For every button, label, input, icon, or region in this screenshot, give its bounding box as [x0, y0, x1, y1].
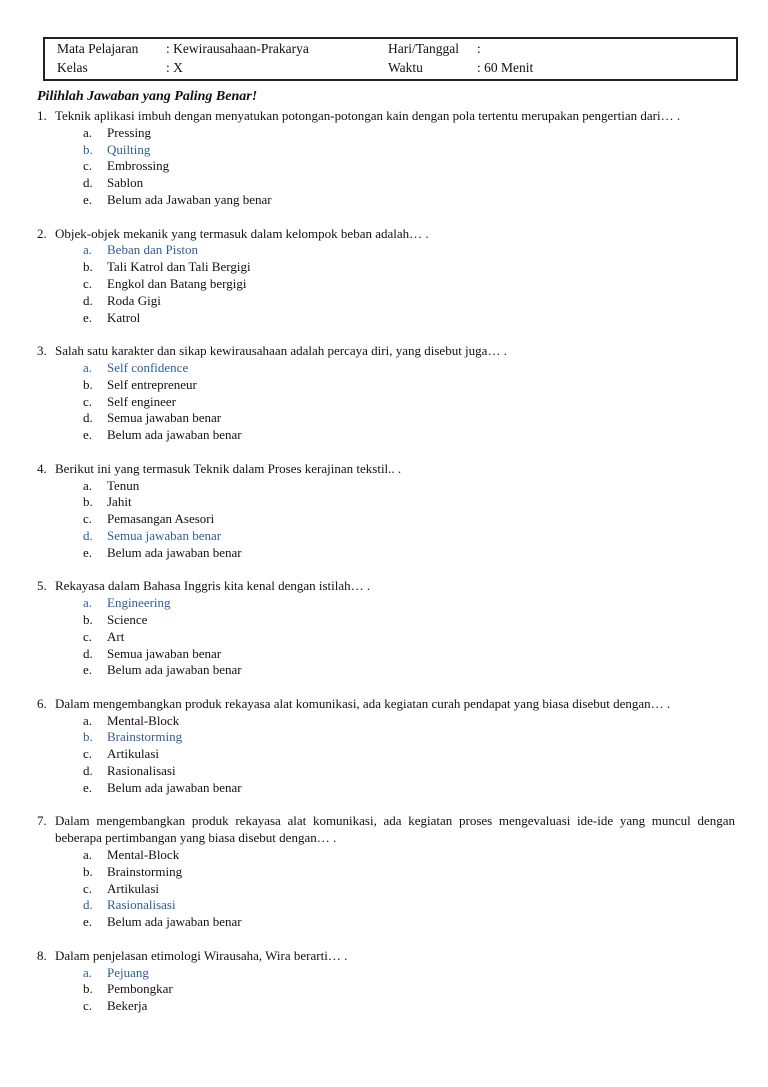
question-text: Dalam mengembangkan produk rekayasa alat komunikasi, ada kegiatan curah pendapat yang biasa disebut dengan… . [55, 695, 671, 711]
option-letter: b. [83, 729, 93, 745]
class-label: Kelas [57, 60, 88, 75]
option-letter: c. [83, 880, 93, 896]
answer-options [37, 125, 735, 209]
answer-option [37, 780, 735, 797]
question-stem [37, 948, 735, 965]
class-value: : X [166, 60, 183, 75]
question-stem [37, 226, 735, 243]
option-text: Mental-Block [107, 847, 180, 863]
question-item [37, 226, 735, 327]
answer-option [37, 494, 735, 511]
answer-option [37, 175, 735, 192]
option-text: Pembongkar [107, 981, 173, 997]
answer-option [37, 998, 735, 1015]
option-text: Bekerja [107, 998, 148, 1014]
answer-option [37, 897, 735, 914]
time-value: : 60 Menit [477, 60, 534, 75]
answer-options [37, 847, 735, 931]
option-text: Belum ada jawaban benar [107, 779, 242, 795]
option-letter: a. [83, 712, 93, 728]
question-item [37, 948, 735, 1015]
option-text: Artikulasi [107, 880, 159, 896]
answer-option [37, 259, 735, 276]
option-letter: c. [83, 628, 93, 644]
option-letter: c. [83, 998, 93, 1014]
question-item [37, 108, 735, 209]
option-text: Self engineer [107, 393, 176, 409]
answer-option [37, 746, 735, 763]
question-list [37, 108, 735, 1032]
answer-option [37, 394, 735, 411]
option-letter: e. [83, 544, 93, 560]
option-letter: e. [83, 914, 93, 930]
answer-options [37, 713, 735, 797]
option-text: Tenun [107, 477, 140, 493]
option-letter: e. [83, 662, 93, 678]
answer-option [37, 981, 735, 998]
option-letter: c. [83, 275, 93, 291]
option-text: Pejuang [107, 964, 149, 980]
option-letter: b. [83, 259, 93, 275]
option-text: Self confidence [107, 359, 189, 375]
option-text: Belum ada jawaban benar [107, 662, 242, 678]
option-letter: b. [83, 141, 93, 157]
option-text: Beban dan Piston [107, 242, 198, 258]
answer-option [37, 847, 735, 864]
answer-option [37, 377, 735, 394]
option-text: Belum ada jawaban benar [107, 544, 242, 560]
question-text: Berikut ini yang termasuk Teknik dalam Proses kerajinan tekstil.. . [55, 460, 402, 476]
answer-option [37, 595, 735, 612]
option-letter: d. [83, 175, 93, 191]
time-label: Waktu [388, 60, 423, 75]
option-letter: d. [83, 645, 93, 661]
option-text: Semua jawaban benar [107, 645, 222, 661]
question-stem [37, 813, 735, 847]
question-number: 7. [37, 813, 47, 829]
option-letter: b. [83, 494, 93, 510]
question-text: Salah satu karakter dan sikap kewirausahaan adalah percaya diri, yang disebut juga… . [55, 343, 507, 359]
question-number: 6. [37, 695, 47, 711]
question-number: 8. [37, 947, 47, 963]
option-letter: d. [83, 292, 93, 308]
option-text: Self entrepreneur [107, 376, 197, 392]
question-text: Dalam penjelasan etimologi Wirausaha, Wira berarti… . [55, 947, 348, 963]
answer-option [37, 965, 735, 982]
question-text: Teknik aplikasi imbuh dengan menyatukan potongan-potongan kain dengan pola tertentu merupakan pengertian dari… . [55, 108, 681, 123]
answer-option [37, 729, 735, 746]
answer-option [37, 310, 735, 327]
answer-options [37, 478, 735, 562]
question-text: Rekayasa dalam Bahasa Inggris kita kenal dengan istilah… . [55, 578, 371, 594]
question-stem [37, 343, 735, 360]
option-letter: d. [83, 763, 93, 779]
option-letter: d. [83, 897, 93, 913]
option-text: Engkol dan Batang bergigi [107, 275, 247, 291]
option-text: Belum ada jawaban benar [107, 914, 242, 930]
question-number: 4. [37, 460, 47, 476]
question-item [37, 578, 735, 679]
option-letter: e. [83, 309, 93, 325]
option-letter: a. [83, 964, 93, 980]
answer-option [37, 242, 735, 259]
question-text: Objek-objek mekanik yang termasuk dalam kelompok beban adalah… . [55, 225, 429, 241]
option-text: Roda Gigi [107, 292, 161, 308]
answer-option [37, 646, 735, 663]
option-text: Art [107, 628, 125, 644]
option-text: Belum ada jawaban benar [107, 427, 242, 443]
answer-option [37, 427, 735, 444]
question-stem [37, 108, 735, 125]
answer-option [37, 410, 735, 427]
option-letter: b. [83, 863, 93, 879]
answer-option [37, 125, 735, 142]
option-letter: d. [83, 410, 93, 426]
option-letter: c. [83, 158, 93, 174]
date-label: Hari/Tanggal [388, 41, 460, 56]
question-text: Dalam mengembangkan produk rekayasa alat komunikasi, ada kegiatan proses mengevaluasi ide-ide yang muncul dengan beberapa pertimbangan yang biasa disebut dengan… . [55, 813, 735, 846]
question-number: 5. [37, 578, 47, 594]
option-letter: a. [83, 477, 93, 493]
question-number: 2. [37, 225, 47, 241]
answer-option [37, 612, 735, 629]
option-text: Pemasangan Asesori [107, 511, 215, 527]
answer-option [37, 360, 735, 377]
option-text: Katrol [107, 309, 141, 325]
option-text: Rasionalisasi [107, 763, 176, 779]
option-letter: a. [83, 595, 93, 611]
answer-option [37, 142, 735, 159]
option-letter: d. [83, 527, 93, 543]
answer-options [37, 595, 735, 679]
option-letter: a. [83, 847, 93, 863]
answer-option [37, 914, 735, 931]
answer-options [37, 965, 735, 1015]
option-letter: b. [83, 981, 93, 997]
answer-option [37, 276, 735, 293]
option-letter: c. [83, 746, 93, 762]
option-text: Pressing [107, 124, 152, 140]
answer-option [37, 713, 735, 730]
option-text: Engineering [107, 595, 171, 611]
answer-option [37, 763, 735, 780]
answer-option [37, 478, 735, 495]
option-text: Jahit [107, 494, 132, 510]
option-letter: c. [83, 393, 93, 409]
answer-option [37, 545, 735, 562]
option-letter: c. [83, 511, 93, 527]
date-value: : [477, 41, 481, 56]
option-letter: a. [83, 242, 93, 258]
answer-option [37, 528, 735, 545]
option-text: Rasionalisasi [107, 897, 176, 913]
question-number: 1. [37, 108, 47, 123]
answer-option [37, 629, 735, 646]
option-letter: e. [83, 779, 93, 795]
answer-option [37, 881, 735, 898]
answer-option [37, 293, 735, 310]
option-text: Mental-Block [107, 712, 180, 728]
option-text: Brainstorming [107, 863, 183, 879]
subject-label: Mata Pelajaran [57, 41, 139, 56]
answer-option [37, 864, 735, 881]
question-stem [37, 578, 735, 595]
answer-option [37, 511, 735, 528]
question-item [37, 461, 735, 562]
option-text: Science [107, 611, 148, 627]
subject-value: : Kewirausahaan-Prakarya [166, 41, 309, 56]
option-text: Sablon [107, 175, 144, 191]
answer-option [37, 192, 735, 209]
question-stem [37, 461, 735, 478]
question-number: 3. [37, 343, 47, 359]
exam-header-box [43, 37, 738, 81]
option-letter: b. [83, 376, 93, 392]
option-letter: b. [83, 611, 93, 627]
option-text: Semua jawaban benar [107, 410, 222, 426]
question-stem [37, 696, 735, 713]
option-text: Brainstorming [107, 729, 183, 745]
question-item [37, 696, 735, 797]
answer-option [37, 158, 735, 175]
option-text: Embrossing [107, 158, 170, 174]
answer-options [37, 242, 735, 326]
question-item [37, 343, 735, 444]
answer-options [37, 360, 735, 444]
instruction-heading: Pilihlah Jawaban yang Paling Benar! [37, 89, 258, 104]
question-item [37, 813, 735, 931]
option-text: Artikulasi [107, 746, 159, 762]
option-letter: a. [83, 359, 93, 375]
option-letter: e. [83, 427, 93, 443]
answer-option [37, 662, 735, 679]
option-text: Semua jawaban benar [107, 527, 222, 543]
option-letter: a. [83, 124, 93, 140]
option-text: Tali Katrol dan Tali Bergigi [107, 259, 251, 275]
option-text: Belum ada Jawaban yang benar [107, 191, 272, 207]
option-text: Quilting [107, 141, 151, 157]
option-letter: e. [83, 191, 93, 207]
